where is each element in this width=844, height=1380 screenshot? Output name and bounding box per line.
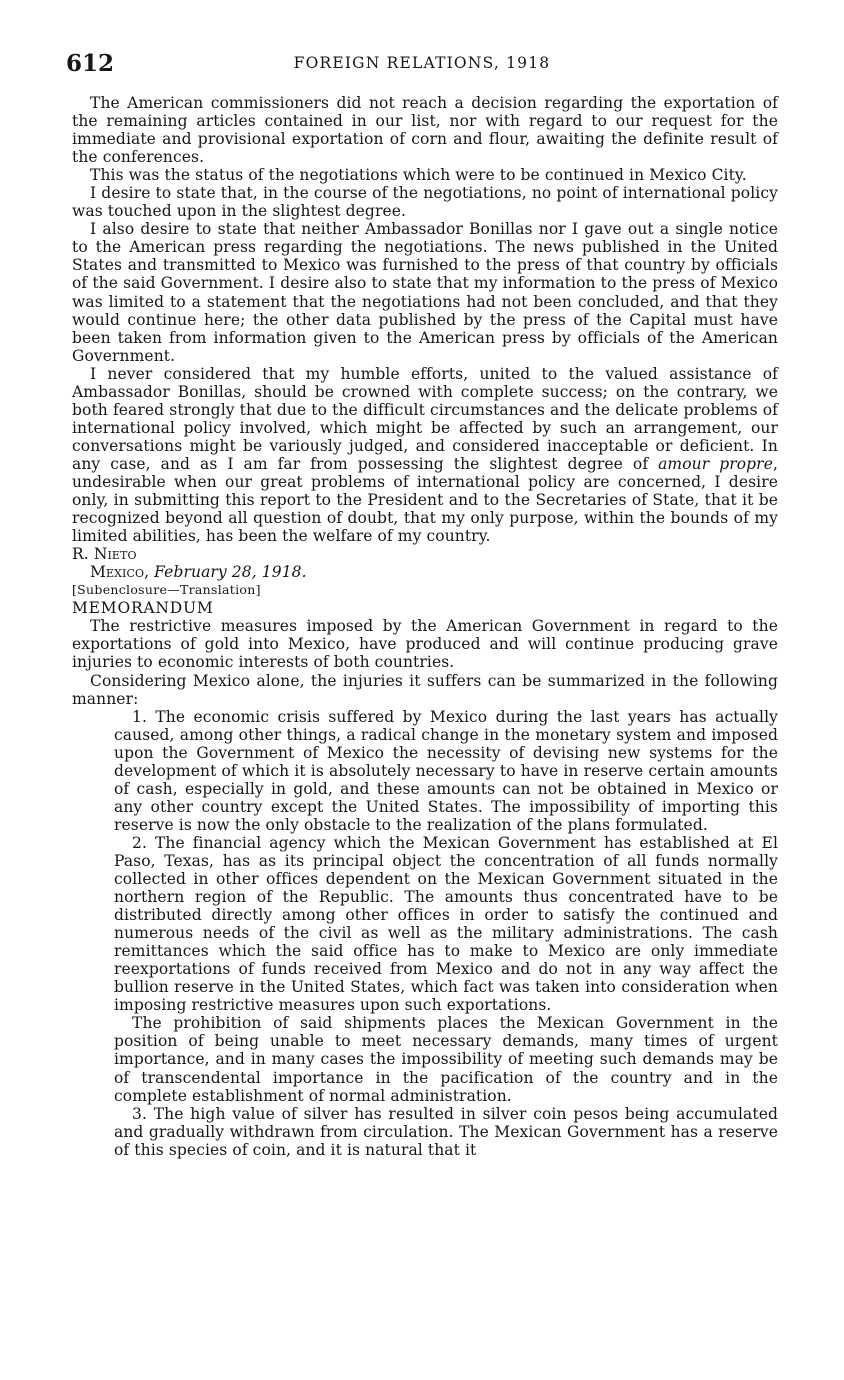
report-paragraph: The American commissioners did not reach a decision regarding the exportation of the remaining articles contained in our list, nor with regard to our request for the immediate and provisional exportation of corn and flour, awaiting the definite result of the conferences. <box>72 94 778 167</box>
paragraph-text: , undesirable when our great problems of international policy are concerned, I desire only, in submitting this report to the President and to the Secretaries of State, that it be recognized beyond all question of doubt, that my only purpose, within the bounds of my limited abilities, has been the welfare of my country. <box>72 454 778 546</box>
memo-paragraph: The restrictive measures imposed by the American Government in regard to the exportations of gold into Mexico, have produced and will continue producing grave injuries to economic interests of both countries. <box>72 617 778 672</box>
running-head: FOREIGN RELATIONS, 1918 <box>293 54 551 72</box>
list-item: 2. The financial agency which the Mexican Government has established at El Paso, Texas, has as its principal object the concentration of all funds normally collected in other offices dependent on the Mexican Government situated in the northern region of the Republic. The amounts thus concentrated have to be distributed directly among other offices in order to satisfy the continued and numerous needs of the civil as well as the military administrations. The cash remittances which the said office has to make to Mexico are only immediate reexportations of funds received from Mexico and do not in any way affect the bullion reserve in the United States, which fact was taken into consideration when imposing restrictive measures upon such exportations. <box>114 833 778 1015</box>
list-item: The prohibition of said shipments places the Mexican Government in the position of being unable to meet necessary demands, many times of urgent importance, and in many cases the impossibility of meeting such demands may be of transcendental importance in the pacification of the country and in the complete establishment of normal administration. <box>114 1014 778 1105</box>
report-paragraph: I also desire to state that neither Ambassador Bonillas nor I gave out a single notice to the American press regarding the negotiations. The news published in the United States and transmitted to Mexico was furnished to the press of that country by officials of the said Government. I desire also to state that my information to the press of Mexico was limited to a statement that the negotiations had not been concluded, and that they would continue here; the other data published by the press of the Capital must have been taken from information given to the American press by officials of the American Government. <box>72 220 778 365</box>
report-paragraph: This was the status of the negotiations which were to be continued in Mexico City. <box>90 166 747 185</box>
date-text: February 28, 1918. <box>154 563 307 582</box>
subenclosure-label: [Subenclosure—Translation] <box>72 582 261 598</box>
report-paragraph <box>72 365 778 545</box>
page-number: 612 <box>66 50 115 77</box>
signature: R. Nieto <box>72 545 137 564</box>
date-place: Mexico, <box>90 563 150 582</box>
memorandum-title: MEMORANDUM <box>72 599 214 618</box>
dateline <box>72 563 778 581</box>
page-header <box>66 50 778 80</box>
page-body <box>72 94 778 1159</box>
italic-phrase: amour propre <box>658 454 773 473</box>
list-item: 3. The high value of silver has resulted in silver coin pesos being accumulated and gradually withdrawn from circulation. The Mexican Government has a reserve of this species of coin, and it is natural that it <box>114 1104 778 1159</box>
list-item: 1. The economic crisis suffered by Mexico during the last years has actually caused, among other things, a radical change in the monetary system and imposed upon the Government of Mexico the necessity of devising new systems for the development of which it is absolutely necessary to have in reserve certain amounts of cash, especially in gold, and these amounts can not be obtained in Mexico or any other country except the United States. The impossibility of importing this reserve is now the only obstacle to the realization of the plans formulated. <box>114 707 778 834</box>
report-paragraph: I desire to state that, in the course of the negotiations, no point of international policy was touched upon in the slightest degree. <box>72 184 778 221</box>
memo-paragraph: Considering Mexico alone, the injuries it suffers can be summarized in the following manner: <box>72 671 778 708</box>
memo-list <box>72 708 778 1159</box>
paragraph-text: I never considered that my humble efforts, united to the valued assistance of Ambassador Bonillas, should be crowned with complete success; on the contrary, we both feared strongly that due to the difficult circumstances and the delicate problems of international policy involved, which might be affected by such an arrangement, our conversations might be variously judged, and considered inacceptable or deficient. In any case, and as I am far from possessing the slightest degree of <box>72 364 778 473</box>
